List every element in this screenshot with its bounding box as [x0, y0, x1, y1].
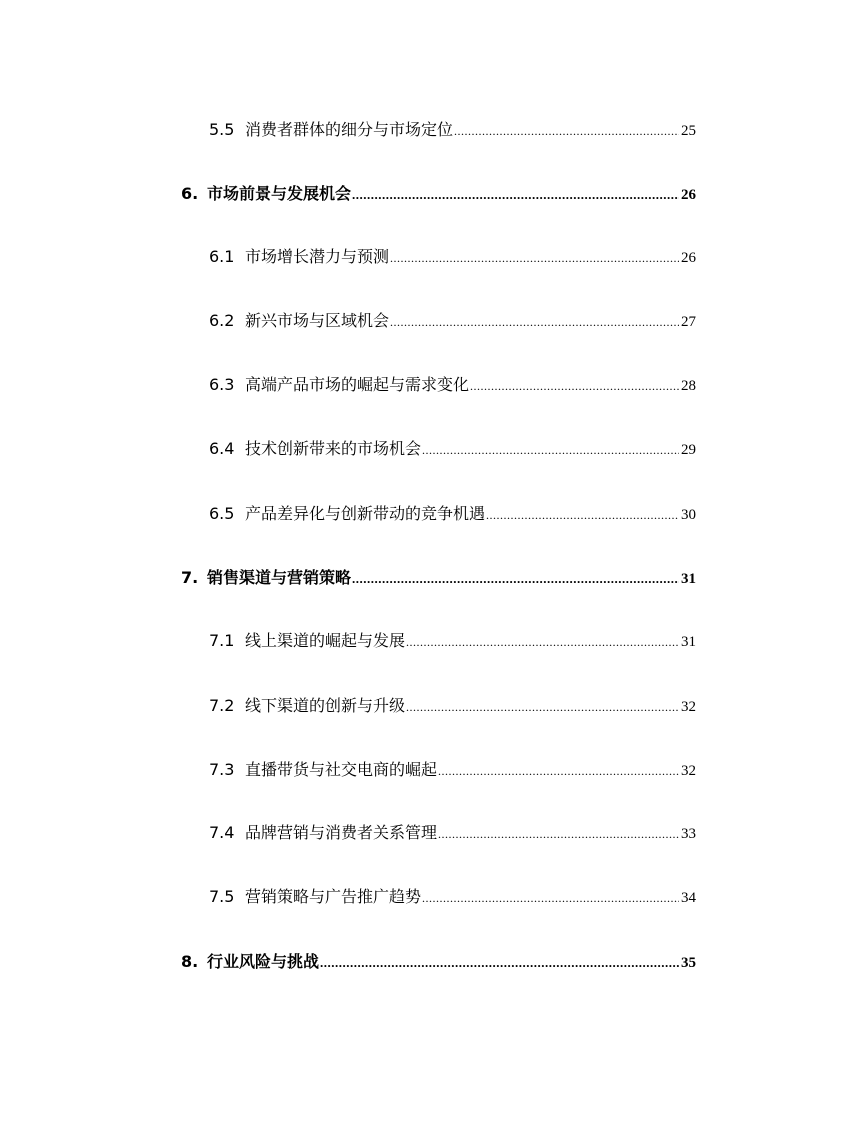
dot-leader	[486, 502, 679, 528]
toc-entry-page-number: 26	[681, 250, 696, 266]
toc-entry-number: 5.5	[209, 120, 235, 139]
toc-entry-page-number: 31	[681, 634, 696, 650]
toc-entry-6-2[interactable]	[209, 308, 696, 334]
toc-entry-title: 高端产品市场的崛起与需求变化	[245, 375, 470, 394]
toc-entry-title: 营销策略与广告推广趋势	[245, 887, 422, 906]
toc-entry-6-1[interactable]	[209, 244, 696, 270]
toc-entry-title: 新兴市场与区域机会	[245, 311, 390, 330]
dot-leader	[320, 950, 679, 976]
toc-entry-page-number: 25	[681, 123, 696, 139]
toc-entry-page-number: 29	[681, 442, 696, 458]
toc-entry-number: 7.5	[209, 887, 235, 906]
toc-entry-page-number: 31	[681, 571, 696, 587]
dot-leader	[352, 566, 679, 592]
toc-entry-number: 7.1	[209, 631, 235, 650]
dot-leader	[406, 694, 679, 720]
toc-entry-page-number: 27	[681, 314, 696, 330]
toc-entry-7-2[interactable]	[209, 693, 696, 719]
toc-entry-title: 线上渠道的崛起与发展	[245, 631, 406, 650]
toc-entry-number: 8.	[181, 952, 199, 971]
dot-leader	[390, 309, 679, 335]
toc-entry-6-3[interactable]	[209, 372, 696, 398]
toc-entry-7-4[interactable]	[209, 820, 696, 846]
toc-entry-page-number: 26	[681, 187, 696, 203]
toc-entry-8[interactable]	[181, 949, 696, 975]
toc-entry-page-number: 34	[681, 890, 696, 906]
toc-entry-7[interactable]	[181, 565, 696, 591]
toc-entry-title: 市场前景与发展机会	[207, 184, 352, 203]
dot-leader	[352, 182, 679, 208]
dot-leader	[422, 885, 679, 911]
toc-entry-number: 7.	[181, 568, 199, 587]
toc-entry-page-number: 35	[681, 955, 696, 971]
dot-leader	[438, 821, 679, 847]
dot-leader	[390, 245, 679, 271]
toc-entry-title: 行业风险与挑战	[207, 952, 320, 971]
toc-entry-6-5[interactable]	[209, 501, 696, 527]
toc-entry-6[interactable]	[181, 181, 696, 207]
toc-entry-title: 销售渠道与营销策略	[207, 568, 352, 587]
dot-leader	[470, 373, 679, 399]
toc-entry-number: 6.5	[209, 504, 235, 523]
dot-leader	[422, 437, 679, 463]
dot-leader	[406, 629, 679, 655]
toc-entry-7-3[interactable]	[209, 757, 696, 783]
toc-entry-number: 6.4	[209, 439, 235, 458]
toc-entry-number: 6.3	[209, 375, 235, 394]
toc-entry-page-number: 28	[681, 378, 696, 394]
toc-entry-number: 6.2	[209, 311, 235, 330]
toc-entry-number: 7.4	[209, 823, 235, 842]
toc-entry-title: 产品差异化与创新带动的竞争机遇	[245, 504, 486, 523]
toc-entry-page-number: 33	[681, 826, 696, 842]
toc-entry-number: 6.	[181, 184, 199, 203]
toc-entry-7-1[interactable]	[209, 628, 696, 654]
toc-entry-5-5[interactable]	[209, 117, 696, 143]
toc-entry-number: 6.1	[209, 247, 235, 266]
dot-leader	[438, 758, 679, 784]
toc-entry-page-number: 32	[681, 763, 696, 779]
toc-entry-title: 市场增长潜力与预测	[245, 247, 390, 266]
toc-entry-number: 7.3	[209, 760, 235, 779]
toc-entry-number: 7.2	[209, 696, 235, 715]
toc-entry-6-4[interactable]	[209, 436, 696, 462]
toc-entry-page-number: 30	[681, 507, 696, 523]
toc-entry-title: 消费者群体的细分与市场定位	[245, 120, 454, 139]
toc-entry-7-5[interactable]	[209, 884, 696, 910]
toc-entry-page-number: 32	[681, 699, 696, 715]
toc-entry-title: 直播带货与社交电商的崛起	[245, 760, 438, 779]
toc-entry-title: 品牌营销与消费者关系管理	[245, 823, 438, 842]
toc-entry-title: 技术创新带来的市场机会	[245, 439, 422, 458]
toc-entry-title: 线下渠道的创新与升级	[245, 696, 406, 715]
dot-leader	[454, 118, 679, 144]
